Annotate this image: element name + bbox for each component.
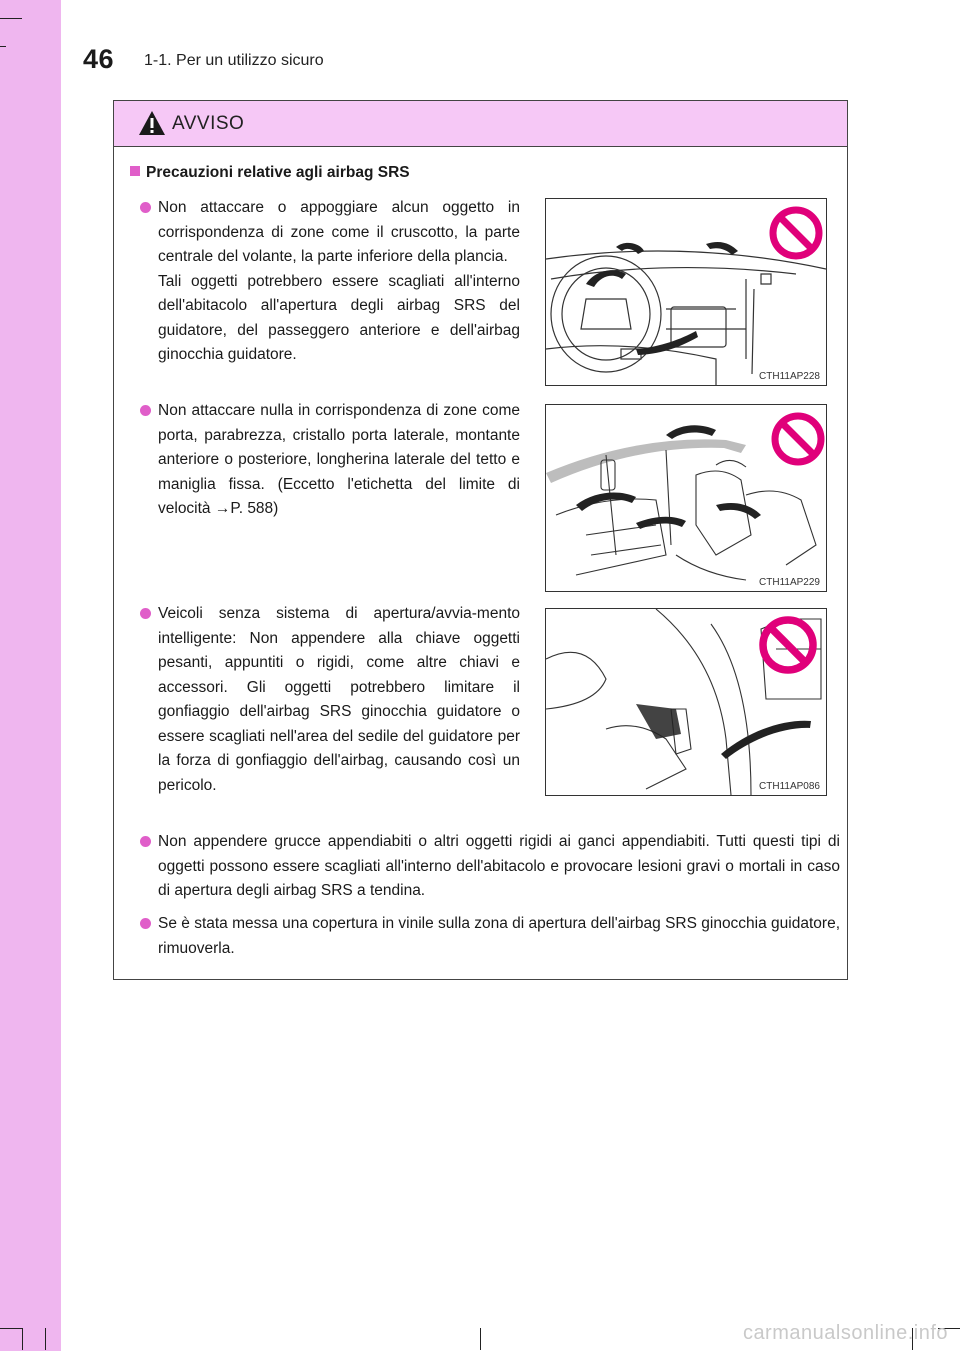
figure-key (545, 608, 827, 796)
bullet-text: Non attaccare o appoggiare alcun oggetto in corrispondenza di zone come il cruscotto, la parte centrale del volante, la parte inferiore della plancia. (158, 199, 520, 265)
crop-mark (22, 1328, 23, 1350)
warning-title: AVVISO (172, 113, 245, 134)
warning-heading (130, 164, 410, 182)
crop-mark (0, 1328, 22, 1329)
bullet-dot-icon (140, 918, 151, 929)
crop-mark (0, 46, 6, 47)
side-color-band (0, 0, 61, 1351)
bullet-dot-icon (140, 405, 151, 416)
list-item (158, 196, 520, 368)
bullet-dot-icon (140, 836, 151, 847)
prohibition-icon (770, 411, 826, 467)
list-item (158, 830, 840, 904)
list-item (158, 602, 520, 798)
square-bullet-icon (130, 166, 140, 176)
crop-mark (480, 1328, 481, 1350)
list-item (158, 399, 520, 522)
bullet-text: Non attaccare nulla in corrispondenza di zone come porta, parabrezza, cristallo porta laterale, montante anteriore o posteriore, longherina laterale del tetto e maniglia fissa. (Eccetto l'etichetta del limite di velocità →P. 588) (158, 402, 520, 517)
prohibition-icon (768, 205, 824, 261)
section-title: 1-1. Per un utilizzo sicuro (144, 52, 324, 69)
figure-caption: CTH11AP086 (759, 781, 820, 792)
warning-header (114, 101, 847, 147)
crop-mark (0, 18, 22, 19)
prohibition-icon (758, 615, 818, 675)
warning-triangle-icon (138, 110, 166, 136)
bullet-text: Veicoli senza sistema di apertura/avvia-mento intelligente: Non appendere alla chiave oggetti pesanti, appuntiti o rigidi, come altre chiavi e accessori. Gli oggetti potrebbero limitare il gonfiaggio dell'airbag SRS ginocchia guidatore o essere scagliati nell'area del sedile del guidatore per la forza di gonfiaggio dell'airbag, causando così un pericolo. (158, 605, 520, 794)
watermark: carmanualsonline.info (742, 1322, 948, 1344)
crop-mark (45, 1328, 46, 1350)
figure-caption: CTH11AP229 (759, 577, 820, 588)
figure-dashboard (545, 198, 827, 386)
bullet-text: Se è stata messa una copertura in vinile sulla zona di apertura dell'airbag SRS ginocchia guidatore, rimuoverla. (158, 915, 840, 957)
list-item (158, 912, 840, 961)
bullet-dot-icon (140, 202, 151, 213)
heading-text: Precauzioni relative agli airbag SRS (146, 164, 410, 181)
bullet-text: Non appendere grucce appendiabiti o altri oggetti rigidi ai ganci appendiabiti. Tutti questi tipi di oggetti possono essere scagliati all'interno dell'abitacolo e provocare lesioni gravi o mortali in caso di apertura degli airbag SRS a tendina. (158, 833, 840, 899)
figure-cabin (545, 404, 827, 592)
bullet-text: Tali oggetti potrebbero essere scagliati all'interno dell'abitacolo all'apertura degli airbag SRS del guidatore, del passeggero anteriore e dell'airbag ginocchia guidatore. (158, 272, 520, 363)
warning-box (113, 100, 848, 980)
page-number: 46 (83, 44, 115, 74)
figure-caption: CTH11AP228 (759, 371, 820, 382)
bullet-dot-icon (140, 608, 151, 619)
